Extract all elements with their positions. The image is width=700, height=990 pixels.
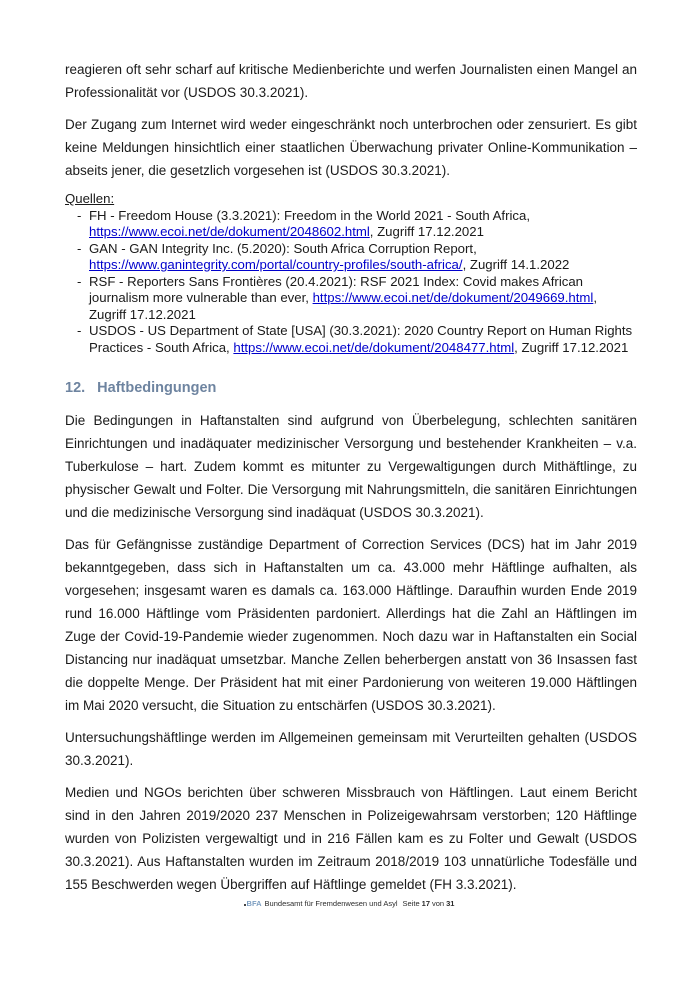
source-text (89, 241, 637, 274)
paragraph-press-reaction: reagieren oft sehr scharf auf kritische Medienberichte und werfen Journalisten einen Mangel an Professionalität vor (USDOS 30.3.2021). (65, 62, 637, 100)
source-pre-text: USDOS - US Department of State [USA] (30.3.2021): 2020 Country Report on Human Rights Practices - South Africa, (89, 323, 633, 355)
bfa-logo: BFA (246, 899, 262, 908)
source-link[interactable]: https://www.ecoi.net/de/dokument/2048477.html (233, 339, 515, 355)
paragraph-internet-access: Der Zugang zum Internet wird weder eingeschränkt noch unterbrochen oder zensuriert. Es gibt keine Meldungen hinsichtlich einer staatlichen Überwachung privater Online-Kommunikation – abseits jener, die gesetzlich vorgesehen ist (USDOS 30.3.2021). (65, 117, 637, 178)
footer-org-name: Bundesamt für Fremdenwesen und Asyl (264, 899, 398, 908)
paragraph-prison-conditions: Die Bedingungen in Haftanstalten sind aufgrund von Überbelegung, schlechten sanitären Einrichtungen und inadäquater medizinischer Versorgung und bestehender Krankheiten – v.a. Tuberkulose – hart. Zudem kommt es mitunter zu Vergewaltigungen durch Mithäftlinge, zu physischer Gewalt und Folter. Die Versorgung mit Nahrungsmitteln, die sanitären Einrichtungen und die medizinische Versorgung sind inadäquat (USDOS 30.3.2021). (65, 413, 637, 520)
footer-page-word: Seite (402, 899, 420, 908)
source-post-text: , Zugriff 17.12.2021 (369, 224, 484, 239)
paragraph-overcrowding: Das für Gefängnisse zuständige Department of Correction Services (DCS) hat im Jahr 2019 bekanntgegeben, dass sich in Haftanstalten um ca. 43.000 mehr Häftlinge aufhalten, als vorgesehen; insgesamt waren es damals ca. 163.000 Häftlinge. Daraufhin wurden Ende 2019 rund 16.000 Häftlinge vom Präsidenten pardoniert. Allerdings hat die Zahl an Häftlingen im Zuge der Covid-19-Pandemie wieder zugenommen. Noch dazu war in Haftanstalten ein Social Distancing nur inadäquat umsetzbar. Manche Zellen beherbergen anstatt von 36 Insassen fast die doppelte Menge. Der Präsident hat mit einer Pardonierung von weiteren 19.000 Häftlingen im Mai 2020 versucht, die Situation zu entschärfen (USDOS 30.3.2021). (65, 537, 637, 713)
list-bullet: - (77, 240, 82, 256)
section-title: Haftbedingungen (97, 380, 217, 396)
sources-title: Quellen: (65, 191, 115, 206)
paragraph-pretrial-detainees: Untersuchungshäftlinge werden im Allgemeinen gemeinsam mit Verurteilten gehalten (USDOS 30.3.2021). (65, 730, 637, 768)
source-link[interactable]: https://www.ganintegrity.com/portal/country-profiles/south-africa/ (89, 257, 463, 272)
source-item-fh (65, 208, 637, 241)
source-item-rsf (65, 274, 637, 324)
source-text (89, 274, 637, 324)
footer-page-number: 17 (421, 899, 430, 908)
source-pre-text: FH - Freedom House (3.3.2021): Freedom in the World 2021 - South Africa, (89, 207, 531, 223)
source-pre-text: RSF - Reporters Sans Frontières (20.4.2021): RSF 2021 Index: Covid makes African journalism more vulnerable than ever, (89, 273, 584, 305)
source-post-text: , Zugriff 14.1.2022 (462, 257, 570, 272)
page-footer (0, 899, 700, 909)
footer-of-word: von (432, 899, 445, 908)
source-item-gan (65, 241, 637, 274)
source-link[interactable]: https://www.ecoi.net/de/dokument/2049669.html (312, 290, 594, 305)
sources-block (65, 191, 637, 356)
section-number: 12. (65, 380, 86, 396)
source-pre-text: GAN - GAN Integrity Inc. (5.2020): South Africa Corruption Report, (89, 240, 477, 256)
source-item-usdos (65, 323, 637, 356)
footer-total-pages: 31 (446, 899, 455, 908)
source-text (89, 323, 637, 356)
source-link[interactable]: https://www.ecoi.net/de/dokument/2048602.html (89, 224, 370, 239)
list-bullet: - (77, 207, 82, 223)
source-post-text: , Zugriff 17.12.2021 (89, 290, 598, 322)
paragraph-abuse-reports: Medien und NGOs berichten über schweren Missbrauch von Häftlingen. Laut einem Bericht sind in den Jahren 2019/2020 237 Menschen in Polizeigewahrsam verstorben; 120 Häftlinge wurden von Polizisten vergewaltigt und in 216 Fällen kam es zu Folter und Gewalt (USDOS 30.3.2021). Aus Haftanstalten wurden im Zeitraum 2018/2019 103 unnatürliche Todesfälle und 155 Beschwerden wegen Übergriffen auf Häftlinge gemeldet (FH 3.3.2021). (65, 785, 637, 892)
source-text (89, 208, 637, 241)
list-bullet: - (77, 323, 82, 338)
source-post-text: , Zugriff 17.12.2021 (514, 339, 629, 355)
footer-logo-dot (244, 904, 246, 906)
list-bullet: - (77, 273, 82, 289)
section-heading-haftbedingungen (65, 378, 637, 398)
